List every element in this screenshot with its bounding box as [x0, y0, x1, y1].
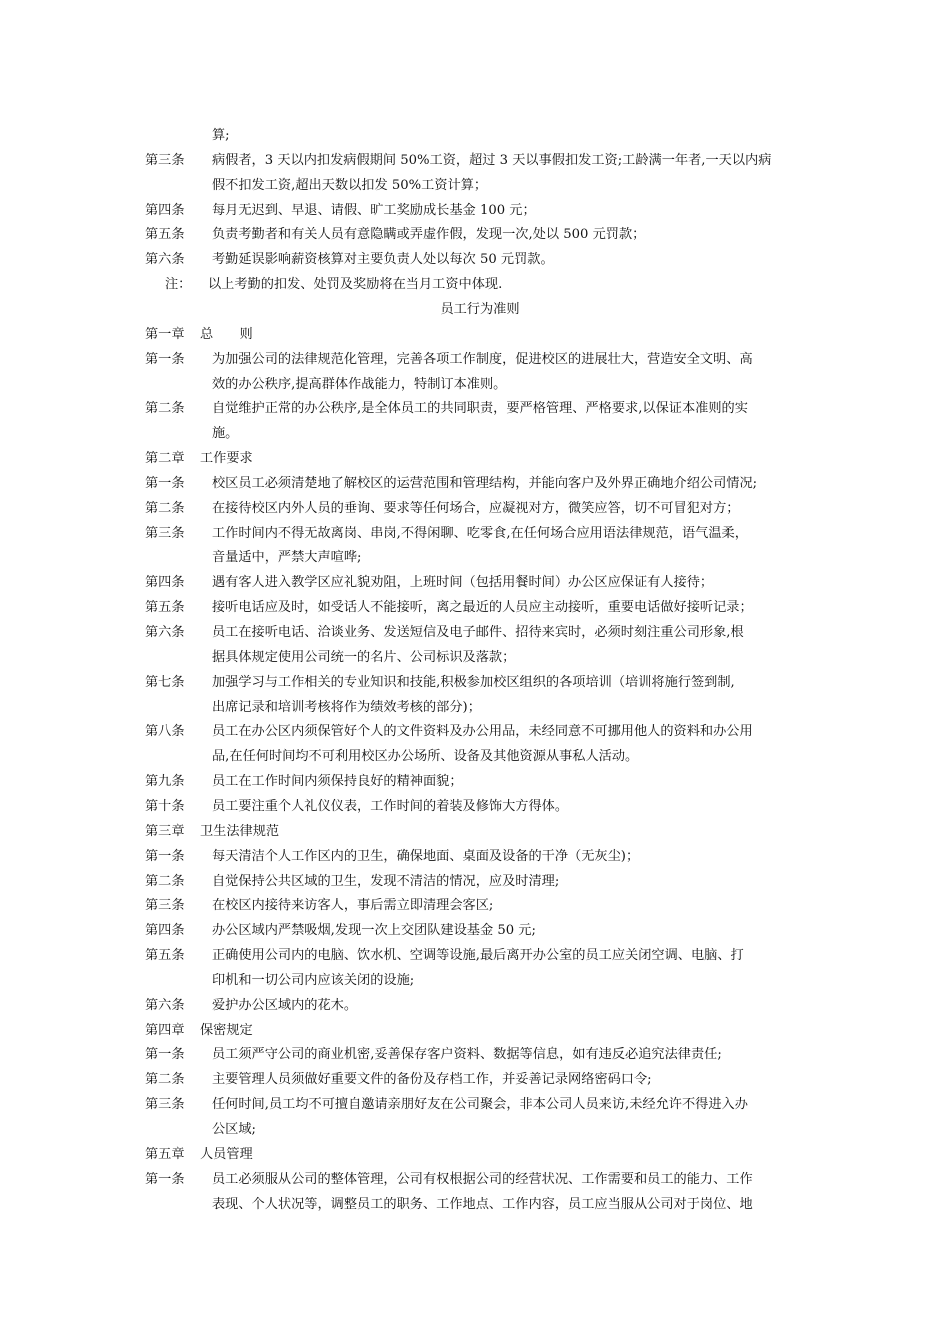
line-text: 印机和一切公司内应该关闭的设施;: [212, 973, 415, 988]
line-text: 员工必须服从公司的整体管理，公司有权根据公司的经营状况、工作需要和员工的能力、工作: [212, 1172, 753, 1187]
article-label: 第一条: [145, 476, 185, 491]
line-text: 品,在任何时间均不可利用校区办公场所、设备及其他资源从事私人活动。: [212, 749, 639, 764]
line-text: 接听电话应及时，如受话人不能接听，离之最近的人员应主动接听，重要电话做好接听记录；: [212, 600, 753, 615]
line-text: 算;: [212, 128, 230, 143]
chapter-title: 卫生法律规范: [200, 824, 280, 839]
chapter-label: 第一章: [145, 327, 185, 342]
article-label: 第六条: [145, 998, 185, 1013]
line-text: 考勤延误影响薪资核算对主要负责人处以每次 50 元罚款。: [212, 252, 554, 267]
line-text: 效的办公秩序,提高群体作战能力，特制订本准则。: [212, 377, 507, 392]
article-label: 第一条: [145, 849, 185, 864]
line-text: 员工在接听电话、洽谈业务、发送短信及电子邮件、招待来宾时，必须时刻注重公司形象,根: [212, 625, 744, 640]
line-text: 施。: [212, 426, 239, 441]
chapter-label: 第五章: [145, 1147, 185, 1162]
line-text: 音量适中，严禁大声喧哗;: [212, 550, 362, 565]
line-text: 在校区内接待来访客人，事后需立即清理会客区;: [212, 898, 494, 913]
article-label: 第九条: [145, 774, 185, 789]
line-text: 办公区域内严禁吸烟,发现一次上交团队建设基金 50 元;: [212, 923, 536, 938]
line-text: 据具体规定使用公司统一的名片、公司标识及落款；: [212, 650, 516, 665]
article-label: 第六条: [145, 625, 185, 640]
line-text: 负责考勤者和有关人员有意隐瞒或弄虚作假，发现一次,处以 500 元罚款；: [212, 227, 646, 242]
article-label: 第三条: [145, 526, 185, 541]
article-label: 第三条: [145, 153, 185, 168]
line-text: 病假者，3 天以内扣发病假期间 50%工资，超过 3 天以事假扣发工资;工龄满一年者,一天以内病: [212, 153, 772, 168]
line-text: 遇有客人进入教学区应礼貌劝阻，上班时间（包括用餐时间）办公区应保证有人接待；: [212, 575, 714, 590]
line-text: 员工要注重个人礼仪仪表，工作时间的着装及修饰大方得体。: [212, 799, 569, 814]
line-text: 加强学习与工作相关的专业知识和技能,积极参加校区组织的各项培训（培训将施行签到制,: [212, 675, 735, 690]
article-label: 第四条: [145, 203, 185, 218]
article-label: 第四条: [145, 575, 185, 590]
line-text: 爱护办公区域内的花木。: [212, 998, 358, 1013]
article-label: 第二条: [145, 1072, 185, 1087]
section-title: 员工行为准则: [440, 302, 520, 317]
article-label: 第十条: [145, 799, 185, 814]
line-text: 员工须严守公司的商业机密,妥善保存客户资料、数据等信息，如有违反必追究法律责任;: [212, 1047, 722, 1062]
article-label: 第八条: [145, 724, 185, 739]
article-label: 第五条: [145, 227, 185, 242]
chapter-label: 第四章: [145, 1023, 185, 1038]
chapter-title: 人员管理: [200, 1147, 253, 1162]
line-text: 员工在办公区内须保管好个人的文件资料及办公用品，未经同意不可挪用他人的资料和办公用: [212, 724, 753, 739]
chapter-label: 第二章: [145, 451, 185, 466]
line-text: 自觉保持公共区域的卫生，发现不清洁的情况，应及时清理;: [212, 874, 560, 889]
note-label: 注：: [165, 277, 192, 292]
chapter-label: 第三章: [145, 824, 185, 839]
article-label: 第五条: [145, 948, 185, 963]
line-text: 为加强公司的法律规范化管理，完善各项工作制度，促进校区的进展壮大，营造安全文明、高: [212, 352, 753, 367]
article-label: 第六条: [145, 252, 185, 267]
article-label: 第一条: [145, 1172, 185, 1187]
article-label: 第二条: [145, 401, 185, 416]
line-text: 在接待校区内外人员的垂询、要求等任何场合，应凝视对方，微笑应答，切不可冒犯对方；: [212, 501, 740, 516]
article-label: 第五条: [145, 600, 185, 615]
article-label: 第二条: [145, 501, 185, 516]
line-text: 以上考勤的扣发、处罚及奖励将在当月工资中体现.: [208, 277, 503, 292]
line-text: 工作时间内不得无故离岗、串岗,不得闲聊、吃零食,在任何场合应用语法律规范，语气温柔，: [212, 526, 748, 541]
line-text: 主要管理人员须做好重要文件的备份及存档工作，并妥善记录网络密码口令;: [212, 1072, 652, 1087]
line-text: 出席记录和培训考核将作为绩效考核的部分)；: [212, 700, 481, 715]
article-label: 第三条: [145, 1097, 185, 1112]
chapter-title: 总 则: [200, 327, 253, 342]
line-text: 员工在工作时间内须保持良好的精神面貌；: [212, 774, 463, 789]
line-text: 每月无迟到、早退、请假、旷工奖励成长基金 100 元；: [212, 203, 536, 218]
chapter-title: 保密规定: [200, 1023, 253, 1038]
article-label: 第一条: [145, 1047, 185, 1062]
article-label: 第七条: [145, 675, 185, 690]
line-text: 公区域;: [212, 1122, 257, 1137]
line-text: 自觉维护正常的办公秩序,是全体员工的共同职责，要严格管理、严格要求,以保证本准则的实: [212, 401, 748, 416]
article-label: 第二条: [145, 874, 185, 889]
line-text: 校区员工必须清楚地了解校区的运营范围和管理结构，并能向客户及外界正确地介绍公司情况;: [212, 476, 758, 491]
line-text: 假不扣发工资,超出天数以扣发 50%工资计算；: [212, 178, 488, 193]
line-text: 每天清洁个人工作区内的卫生，确保地面、桌面及设备的干净（无灰尘)；: [212, 849, 640, 864]
chapter-title: 工作要求: [200, 451, 253, 466]
line-text: 任何时间,员工均不可擅自邀请亲朋好友在公司聚会，非本公司人员来访,未经允许不得进入办: [212, 1097, 748, 1112]
article-label: 第四条: [145, 923, 185, 938]
article-label: 第三条: [145, 898, 185, 913]
article-label: 第一条: [145, 352, 185, 367]
line-text: 表现、个人状况等，调整员工的职务、工作地点、工作内容，员工应当服从公司对于岗位、地: [212, 1197, 753, 1212]
line-text: 正确使用公司内的电脑、饮水机、空调等设施,最后离开办公室的员工应关闭空调、电脑、打: [212, 948, 744, 963]
